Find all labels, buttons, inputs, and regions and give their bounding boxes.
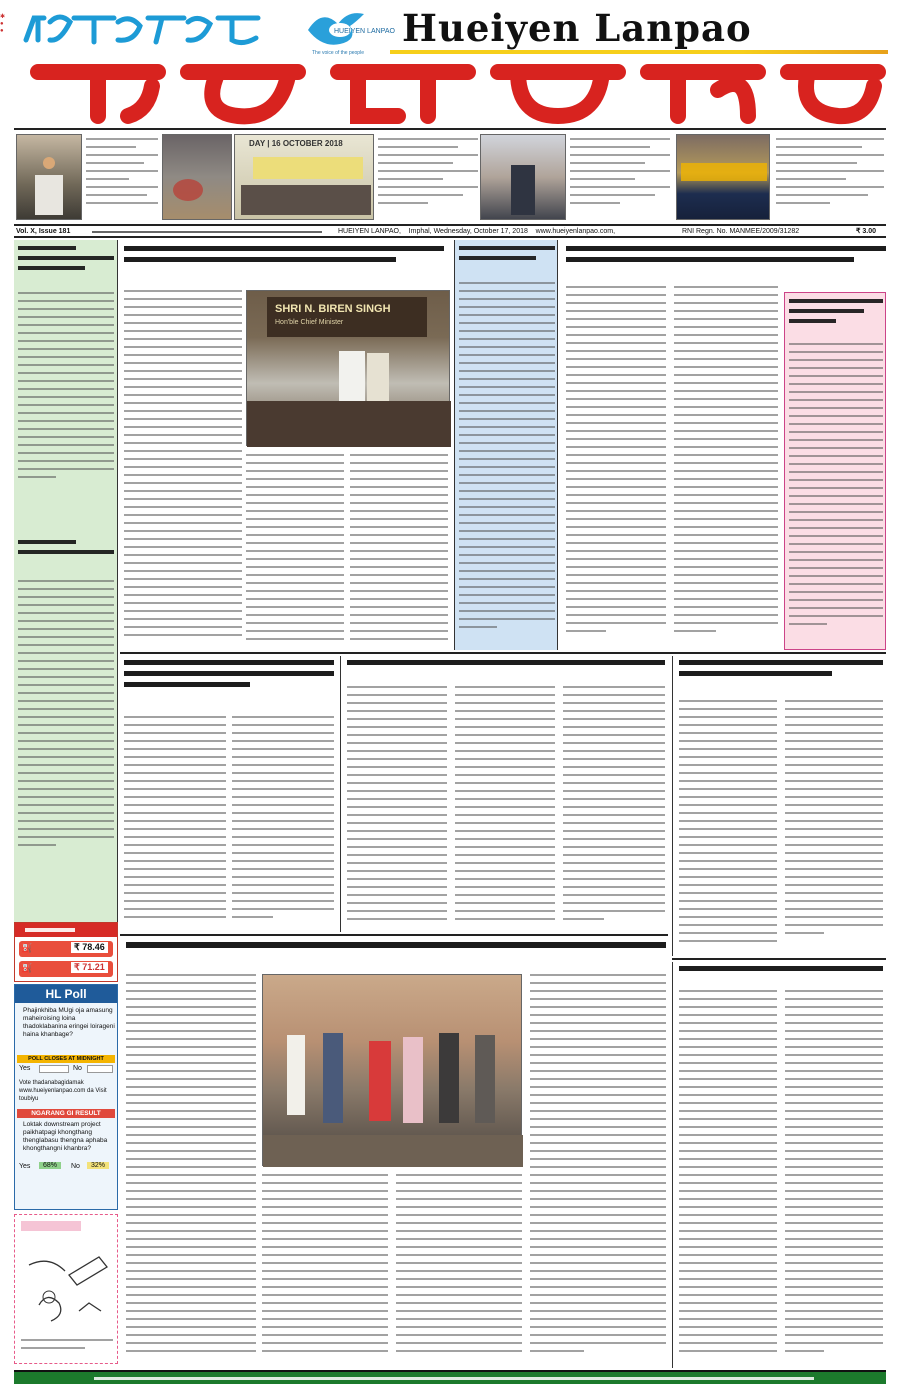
right-story-1-headline [679,660,883,696]
cartoon-box [14,1214,118,1364]
top-story-headline [124,246,444,286]
mid-story-1-headline [124,660,334,712]
petrol-row [19,941,113,957]
strip-text-4 [570,138,670,218]
result-yes-label: Yes [19,1163,31,1170]
dateline-center: HUEIYEN LANPAO, Imphal, Wednesday, October 17, 2018 www.hueiyenlanpao.com, [338,228,616,235]
mid-story-2-headline [347,660,665,684]
logo-caption: The voice of the people [312,50,364,56]
dove-icon [300,4,395,50]
strip-text-3 [378,138,478,218]
result-yes-pct: 68% [39,1162,61,1169]
mid-story-2 [340,656,668,932]
stage-banner-sub: Hon'ble Chief Minister [275,319,344,326]
right-story-2-col-a [679,990,777,1364]
strip-photo-3 [234,134,374,220]
strip-photo-4 [480,134,566,220]
mid-story-1 [120,656,338,932]
left-headline [18,246,114,286]
pink-box-story [784,292,886,650]
left-story-2 [18,580,114,910]
pink-box-headline [789,299,883,339]
diesel-row [19,961,113,977]
poll-question: Phajinkhiba MUgi oja amasung maheiroising loina thadoklabanina eringei loirageni haina khanbage? [23,1007,115,1038]
blue-box-headline [459,246,555,278]
poll-no-option[interactable] [87,1065,113,1073]
dateline-bar [14,224,886,238]
row-divider-3 [672,958,886,960]
feature-col-c [396,1174,522,1364]
fuel-pump-icon: ⛽ [21,963,33,973]
stage-banner-text: SHRI N. BIREN SINGH [275,303,391,315]
mid-story-1-col-a [124,716,226,928]
mid-story-2-col-a [347,686,447,928]
masthead-meitei-small [22,8,272,50]
left-column [14,240,118,922]
masthead-title-en: Hueiyen Lanpao [402,6,752,50]
price: ₹ 3.00 [856,228,877,235]
poll-yes-option[interactable] [39,1065,69,1073]
strip-photo-2 [162,134,232,220]
mid-story-1-col-b [232,716,334,928]
right-story-2 [672,962,886,1368]
volume-issue: Vol. X, Issue 181 [16,228,71,235]
top-right-col-a [566,286,666,646]
strip-text-5 [776,138,884,218]
strip-text-1 [86,138,158,218]
footer-bar [14,1370,886,1384]
poll-vote-text[interactable]: Vote thadanabagidamak www.hueiyenlanpao.com da Visit toubiyu [19,1080,107,1102]
blue-box-body [459,282,555,642]
poll-result-question: Loktak downstream project paikhatpagi khongthang thenglabasu thengna aphaba khongthangni khanbra? [23,1121,108,1152]
right-story-2-col-b [785,990,883,1364]
poll-closes: POLL CLOSES AT MIDNIGHT [17,1055,115,1063]
poll-no-label: No [73,1065,82,1072]
poll-result-title: NGARANG GI RESULT [17,1109,115,1118]
top-story-col-a [124,290,242,646]
photo-strip [14,128,886,224]
strip-photo-1 [16,134,82,220]
feature-col-b [262,1174,388,1364]
result-no-label: No [71,1163,80,1170]
top-right-headline [566,246,886,280]
top-story-col-b [246,454,344,648]
cartoon-header [21,1221,81,1231]
left-story-1 [18,292,114,532]
result-no-pct: 32% [87,1162,109,1169]
fuel-header [15,923,117,937]
pink-box-body [789,343,883,643]
right-story-2-headline [679,966,883,986]
right-story-1-col-a [679,700,777,950]
row-divider-1 [120,652,886,654]
top-right-col-b [674,286,778,646]
left-headline-2 [18,540,114,576]
strip-banner-text: DAY | 16 OCTOBER 2018 [249,139,343,148]
poll-yes-label: Yes [19,1065,31,1072]
fuel-price-box [14,922,118,982]
masthead [0,0,900,128]
side-marks: ✱ ● ● [0,14,6,34]
feature-col-d [530,974,666,1364]
feature-col-a [126,974,256,1364]
strip-photo-5 [676,134,770,220]
masthead-meitei-large [18,54,888,128]
cartoon-drawing [19,1235,115,1335]
mid-story-2-col-c [563,686,665,928]
poll-title: HL Poll [15,985,117,1003]
top-story-photo [246,290,450,446]
mid-story-2-col-b [455,686,555,928]
fuel-pump-icon: ⛽ [21,943,33,953]
right-story-1-col-b [785,700,883,950]
blue-box-story [454,240,558,650]
cartoon-caption [21,1339,113,1359]
hl-poll-box [14,984,118,1210]
feature-story [120,938,670,1368]
row-divider-2 [120,934,668,936]
right-story-1 [672,656,886,956]
svg-text:HUEIYEN LANPAO: HUEIYEN LANPAO [334,28,395,35]
stage-banner [267,297,427,337]
dove-logo [300,4,395,50]
feature-photo [262,974,522,1166]
diesel-price: ₹ 71.21 [71,962,108,973]
top-story [120,240,450,650]
top-story-col-c [350,454,448,648]
rni-number: RNI Regn. No. MANMEE/2009/31282 [682,228,800,235]
petrol-price: ₹ 78.46 [71,942,108,953]
dateline-meitei [92,231,322,233]
top-right-story [562,240,782,650]
feature-headline [126,942,666,970]
